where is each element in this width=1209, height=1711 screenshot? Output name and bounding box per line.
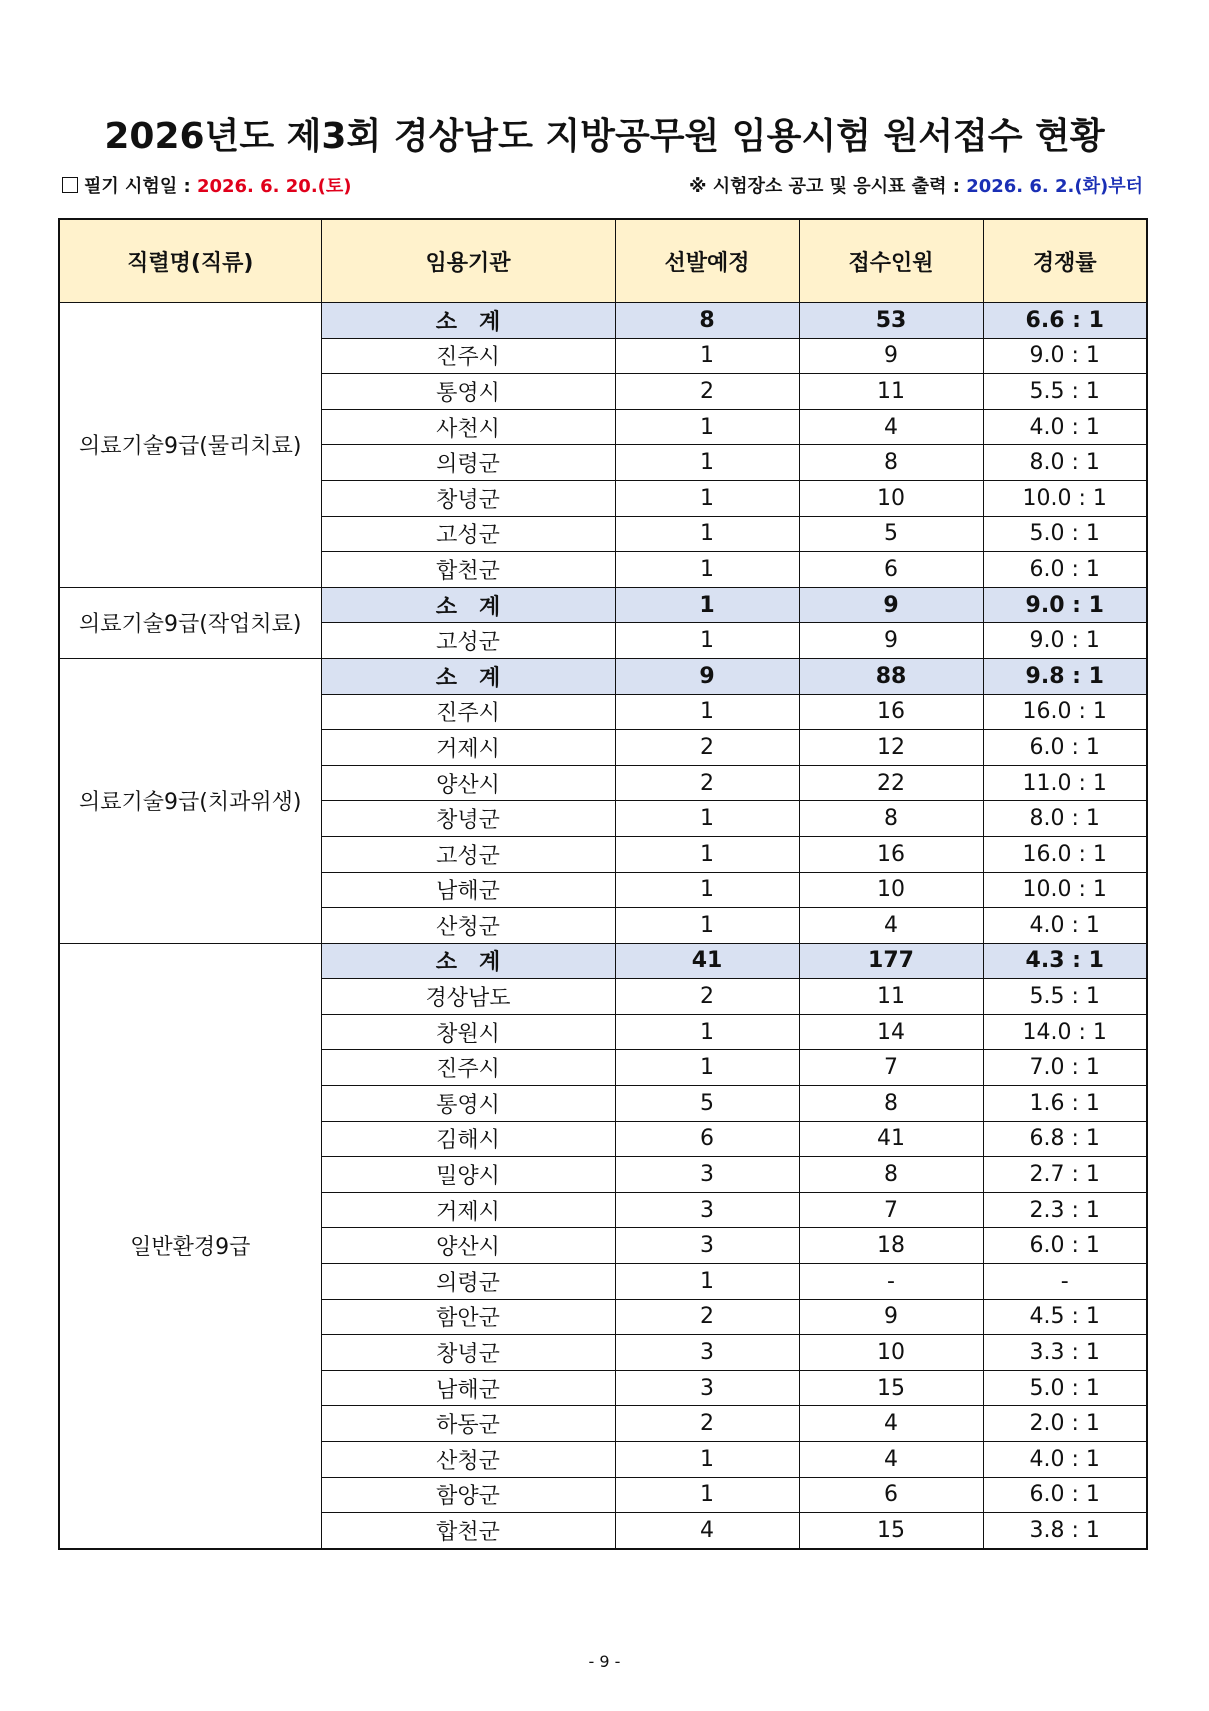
applicants-cell: 14 — [799, 1014, 983, 1050]
agency-cell: 합천군 — [321, 1513, 615, 1549]
agency-cell: 창녕군 — [321, 801, 615, 837]
subtotal-applicants: 53 — [799, 303, 983, 339]
subtotal-planned: 8 — [615, 303, 799, 339]
header-rate: 경쟁률 — [983, 219, 1147, 303]
job-series-name: 의료기술9급(작업치료) — [59, 587, 321, 658]
agency-cell: 남해군 — [321, 1370, 615, 1406]
applicants-cell: 7 — [799, 1192, 983, 1228]
agency-cell: 통영시 — [321, 374, 615, 410]
applicants-cell: 15 — [799, 1513, 983, 1549]
rate-cell: 8.0 : 1 — [983, 445, 1147, 481]
planned-cell: 2 — [615, 1406, 799, 1442]
applicants-cell: 10 — [799, 1335, 983, 1371]
agency-cell: 고성군 — [321, 516, 615, 552]
agency-cell: 진주시 — [321, 694, 615, 730]
agency-cell: 함양군 — [321, 1477, 615, 1513]
rate-cell: 4.5 : 1 — [983, 1299, 1147, 1335]
table-header-row — [59, 219, 1147, 303]
planned-cell: 4 — [615, 1513, 799, 1549]
checkbox-square-icon — [62, 177, 78, 193]
rate-cell: 1.6 : 1 — [983, 1086, 1147, 1122]
agency-cell: 창녕군 — [321, 480, 615, 516]
applicants-cell: 6 — [799, 552, 983, 588]
subtotal-planned: 1 — [615, 587, 799, 623]
planned-cell: 1 — [615, 1014, 799, 1050]
applicants-cell: 4 — [799, 1406, 983, 1442]
applicants-cell: 8 — [799, 1086, 983, 1122]
planned-cell: 1 — [615, 872, 799, 908]
applications-table — [58, 218, 1148, 1550]
applicants-cell: 6 — [799, 1477, 983, 1513]
applicants-cell: 12 — [799, 730, 983, 766]
planned-cell: 1 — [615, 623, 799, 659]
applicants-cell: 15 — [799, 1370, 983, 1406]
agency-cell: 창녕군 — [321, 1335, 615, 1371]
applicants-cell: 9 — [799, 1299, 983, 1335]
planned-cell: 3 — [615, 1157, 799, 1193]
applicants-cell: 10 — [799, 480, 983, 516]
rate-cell: 3.8 : 1 — [983, 1513, 1147, 1549]
agency-cell: 고성군 — [321, 623, 615, 659]
planned-cell: 2 — [615, 765, 799, 801]
header-applicants: 접수인원 — [799, 219, 983, 303]
rate-cell: 6.0 : 1 — [983, 1477, 1147, 1513]
agency-cell: 거제시 — [321, 730, 615, 766]
exam-date-label: 필기 시험일 : — [84, 176, 197, 197]
applicants-cell: 8 — [799, 1157, 983, 1193]
rate-cell: 5.5 : 1 — [983, 374, 1147, 410]
agency-cell: 진주시 — [321, 338, 615, 374]
planned-cell: 1 — [615, 445, 799, 481]
subtotal-agency: 소 계 — [321, 658, 615, 694]
applicants-cell: 41 — [799, 1121, 983, 1157]
applicants-cell: 8 — [799, 445, 983, 481]
agency-cell: 하동군 — [321, 1406, 615, 1442]
planned-cell: 2 — [615, 1299, 799, 1335]
agency-cell: 의령군 — [321, 445, 615, 481]
agency-cell: 밀양시 — [321, 1157, 615, 1193]
applicants-cell: 11 — [799, 979, 983, 1015]
rate-cell: 4.0 : 1 — [983, 908, 1147, 944]
planned-cell: 2 — [615, 374, 799, 410]
notice-label: ※ 시험장소 공고 및 응시표 출력 : — [688, 176, 967, 197]
agency-cell: 의령군 — [321, 1264, 615, 1300]
rate-cell: 6.0 : 1 — [983, 1228, 1147, 1264]
rate-cell: 9.0 : 1 — [983, 338, 1147, 374]
subtotal-row — [59, 943, 1147, 979]
subtotal-planned: 9 — [615, 658, 799, 694]
planned-cell: 5 — [615, 1086, 799, 1122]
planned-cell: 1 — [615, 516, 799, 552]
applicants-cell: 16 — [799, 694, 983, 730]
planned-cell: 1 — [615, 1442, 799, 1478]
subtotal-row — [59, 658, 1147, 694]
subtotal-applicants: 9 — [799, 587, 983, 623]
planned-cell: 6 — [615, 1121, 799, 1157]
rate-cell: - — [983, 1264, 1147, 1300]
planned-cell: 1 — [615, 480, 799, 516]
exam-date-value: 2026. 6. 20.(토) — [196, 176, 352, 197]
rate-cell: 16.0 : 1 — [983, 836, 1147, 872]
notice-value: 2026. 6. 2.(화)부터 — [966, 176, 1143, 197]
job-series-name: 의료기술9급(치과위생) — [59, 658, 321, 943]
planned-cell: 1 — [615, 694, 799, 730]
planned-cell: 1 — [615, 1050, 799, 1086]
subtotal-rate: 6.6 : 1 — [983, 303, 1147, 339]
agency-cell: 합천군 — [321, 552, 615, 588]
table-body — [59, 303, 1147, 1549]
subtotal-agency: 소 계 — [321, 587, 615, 623]
applicants-cell: 16 — [799, 836, 983, 872]
agency-cell: 함안군 — [321, 1299, 615, 1335]
header-job-series: 직렬명(직류) — [59, 219, 321, 303]
applicants-cell: 4 — [799, 908, 983, 944]
agency-cell: 거제시 — [321, 1192, 615, 1228]
agency-cell: 경상남도 — [321, 979, 615, 1015]
planned-cell: 3 — [615, 1228, 799, 1264]
rate-cell: 4.0 : 1 — [983, 409, 1147, 445]
subtotal-rate: 9.0 : 1 — [983, 587, 1147, 623]
rate-cell: 2.0 : 1 — [983, 1406, 1147, 1442]
exam-date-line — [62, 172, 352, 198]
planned-cell: 3 — [615, 1192, 799, 1228]
subtotal-rate: 4.3 : 1 — [983, 943, 1147, 979]
agency-cell: 통영시 — [321, 1086, 615, 1122]
applicants-cell: 22 — [799, 765, 983, 801]
planned-cell: 3 — [615, 1370, 799, 1406]
applicants-cell: - — [799, 1264, 983, 1300]
rate-cell: 8.0 : 1 — [983, 801, 1147, 837]
agency-cell: 창원시 — [321, 1014, 615, 1050]
planned-cell: 1 — [615, 1264, 799, 1300]
agency-cell: 산청군 — [321, 1442, 615, 1478]
agency-cell: 산청군 — [321, 908, 615, 944]
subtotal-applicants: 177 — [799, 943, 983, 979]
notice-line — [689, 172, 1143, 198]
rate-cell: 10.0 : 1 — [983, 480, 1147, 516]
rate-cell: 2.7 : 1 — [983, 1157, 1147, 1193]
applicants-cell: 8 — [799, 801, 983, 837]
rate-cell: 16.0 : 1 — [983, 694, 1147, 730]
applicants-cell: 4 — [799, 1442, 983, 1478]
header-agency: 임용기관 — [321, 219, 615, 303]
planned-cell: 1 — [615, 409, 799, 445]
agency-cell: 양산시 — [321, 1228, 615, 1264]
page-title: 2026년도 제3회 경상남도 지방공무원 임용시험 원서접수 현황 — [104, 116, 1105, 157]
rate-cell: 6.0 : 1 — [983, 730, 1147, 766]
planned-cell: 1 — [615, 552, 799, 588]
rate-cell: 3.3 : 1 — [983, 1335, 1147, 1371]
rate-cell: 7.0 : 1 — [983, 1050, 1147, 1086]
subtotal-row — [59, 587, 1147, 623]
planned-cell: 1 — [615, 836, 799, 872]
planned-cell: 1 — [615, 1477, 799, 1513]
planned-cell: 1 — [615, 908, 799, 944]
rate-cell: 6.0 : 1 — [983, 552, 1147, 588]
job-series-name: 의료기술9급(물리치료) — [59, 303, 321, 588]
agency-cell: 양산시 — [321, 765, 615, 801]
subtotal-planned: 41 — [615, 943, 799, 979]
agency-cell: 고성군 — [321, 836, 615, 872]
applicants-cell: 18 — [799, 1228, 983, 1264]
applicants-cell: 10 — [799, 872, 983, 908]
rate-cell: 6.8 : 1 — [983, 1121, 1147, 1157]
agency-cell: 진주시 — [321, 1050, 615, 1086]
applicants-cell: 9 — [799, 623, 983, 659]
rate-cell: 14.0 : 1 — [983, 1014, 1147, 1050]
rate-cell: 4.0 : 1 — [983, 1442, 1147, 1478]
applicants-cell: 5 — [799, 516, 983, 552]
subtotal-agency: 소 계 — [321, 303, 615, 339]
rate-cell: 9.0 : 1 — [983, 623, 1147, 659]
subtotal-row — [59, 303, 1147, 339]
agency-cell: 사천시 — [321, 409, 615, 445]
rate-cell: 5.0 : 1 — [983, 1370, 1147, 1406]
subtotal-applicants: 88 — [799, 658, 983, 694]
planned-cell: 2 — [615, 730, 799, 766]
planned-cell: 1 — [615, 801, 799, 837]
agency-cell: 김해시 — [321, 1121, 615, 1157]
agency-cell: 남해군 — [321, 872, 615, 908]
rate-cell: 11.0 : 1 — [983, 765, 1147, 801]
subtotal-rate: 9.8 : 1 — [983, 658, 1147, 694]
applicants-cell: 9 — [799, 338, 983, 374]
planned-cell: 1 — [615, 338, 799, 374]
subtotal-agency: 소 계 — [321, 943, 615, 979]
rate-cell: 5.5 : 1 — [983, 979, 1147, 1015]
page-number: - 9 - — [588, 1652, 621, 1671]
applicants-cell: 4 — [799, 409, 983, 445]
rate-cell: 10.0 : 1 — [983, 872, 1147, 908]
applicants-cell: 7 — [799, 1050, 983, 1086]
job-series-name: 일반환경9급 — [59, 943, 321, 1549]
planned-cell: 2 — [615, 979, 799, 1015]
applicants-cell: 11 — [799, 374, 983, 410]
header-planned: 선발예정 — [615, 219, 799, 303]
rate-cell: 2.3 : 1 — [983, 1192, 1147, 1228]
planned-cell: 3 — [615, 1335, 799, 1371]
rate-cell: 5.0 : 1 — [983, 516, 1147, 552]
